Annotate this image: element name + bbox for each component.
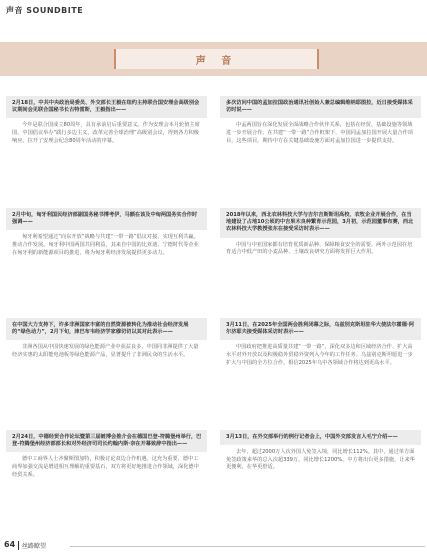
quote-lead: 2月24日，中德经贸合作论坛暨第三届链博会推介会在德国巴登-符腾堡州举行，巴登-符腾堡州经济部部长和对外经济司司长约翰内斯·奈在开幕致辞中指出—— [6, 430, 207, 452]
quote-lead: 在中国大力支持下，许多非洲国家丰富的自然资源被转化为推动社会经济发展的“绿色动力”，2月下旬，津巴布韦经济学家穆切切以其对此表示—— [6, 318, 207, 340]
quote-body: 去年，超过2000万人次外国人免签入境，同比增长112%。其中，通过单方面免签政策来华的总入次超339万，同比增长1200%。中方将出台更多措施，让来华更便利，在华更舒适。 [226, 449, 415, 471]
quote-card [6, 208, 207, 257]
magazine-name: 丝路瞭望 [22, 543, 47, 550]
page-footer [0, 538, 427, 553]
footer-rule [70, 546, 425, 547]
quote-card [6, 430, 207, 479]
banner-title: 声 音 [195, 56, 238, 67]
footer-divider [18, 541, 19, 550]
quote-card [6, 96, 207, 145]
page-number: 64 [4, 540, 16, 549]
quote-lead: 2018年以来，西北农林科技大学与吉尔吉斯斯坦高校、农牧企业开展合作，在当地建设了占地10公顷的中吉果木良种繁育示范园，3月初，示范园董事布赛，西北农林科技大学教授张东在接受采访时表示—— [220, 208, 421, 238]
quote-card [220, 208, 421, 257]
section-title: 声音 SOUNDBITE [6, 6, 84, 15]
quote-lead: 3月13日，在外交部举行的例行记者会上，中国外交部发言人毛宁介绍—— [220, 430, 421, 445]
page-header [0, 0, 427, 20]
quote-lead: 3月11日，在2025年全国两会胜利闭幕之际，乌兹别克斯坦驻华大使法尔霍德·阿尔济耶夫接受媒体采访时表示—— [220, 318, 421, 340]
quote-body: 今年是联合国成立80周年，具有承前启后重要意义。作为安理会本月轮值主席国，中国倡议举办“践行多边主义，改革完善全球治理”高级别会议，得到各方积极响应。拉开了安理会纪念80周年活动的序幕。 [12, 122, 200, 144]
banner-title-box [114, 49, 319, 69]
quote-body: 中国与中亚国家都有培育优质新品种、保障粮食安全的需要。两外示范园在培育适合中低产田的小麦品种、土壤改良研究方面将发挥巨大作用。 [226, 241, 413, 256]
quote-lead: 多次访问中国的孟加拉国政治通讯社创始人兼总编辑维纳耶图拉，近日接受媒体采访时说—— [220, 96, 421, 118]
quote-card [220, 430, 421, 472]
quote-lead: 2月18日，中共中央政治局委员、外交部长王毅在纽约主持联合国安理会高级别会议期间会见联合国秘书长古特雷斯，王毅指出—— [6, 96, 207, 118]
quote-body: 非洲各国从中国快速发展的绿色能源产业中获益良多，中国同非洲提供了大量经济实惠的太阳能电池板等绿色能源产品，显著提升了非洲民众的生活水平。 [12, 344, 199, 358]
quote-body: 中国政府把推进高质量共建“一带一路”，深化双多边和区域经济合作、扩大高水平对外开放以及积极稳外贸稳外资列入今年的工作任务。乌兹别克斯坦愿进一步扩大与中国的全方位合作，相信2025年乌中各领域合作将达到更高水平。 [226, 344, 413, 366]
quote-card [220, 318, 421, 367]
quote-body: 中孟两国旨在深化发展全面战略合作伙伴关系，包括在经贸、基础设施等领域进一步开展合作。在共建“一带一路”合作框架下，中国同孟加拉国开展大量合作项目，这些项目，期待中方在关键基础设施方面对孟加拉国进一步提供支持。 [226, 122, 413, 144]
quote-body: 匈牙利希望通过“向东开放”战略与共建“一带一路”倡议对接，实现互利共赢。推动合作发展。匈牙利中国两国共同利益，其来自中国的比亚迪、宁德时代等企业在匈牙利的新能源项目的推进，将为匈牙利经济发展提供更多动力。 [12, 234, 199, 256]
quote-card [6, 318, 207, 360]
quote-body: 德中工商界人士齐聚斯图加特，积极讨论双边合作机遇。这充为重要，德中工商界加强交流是增进相互理解的重要基石，双方将更好地推进合作领域，深化德中经贸关系。 [12, 456, 199, 478]
quote-card [220, 96, 421, 145]
quote-lead: 2月中旬，匈牙利国民经济部副国务秘书博考伊，马额在该及中匈两国务实合作时强调—— [6, 208, 207, 230]
